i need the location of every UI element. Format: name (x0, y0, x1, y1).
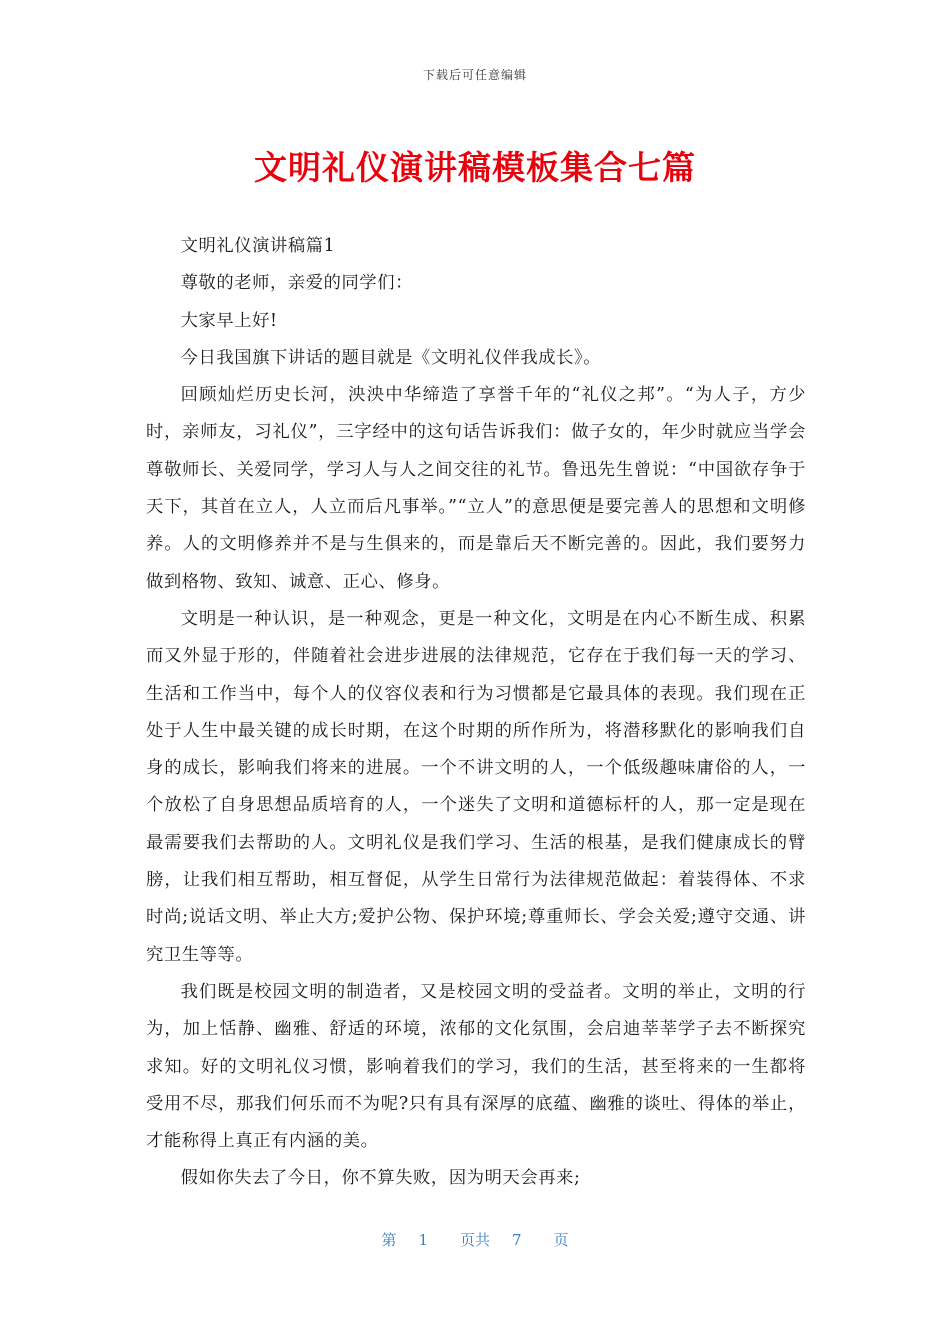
salutation: 尊敬的老师，亲爱的同学们： (180, 273, 414, 294)
section-heading: 文明礼仪演讲稿篇1 (180, 236, 336, 256)
total-pages-number: 7 (512, 1231, 522, 1249)
body-paragraph: 假如你失去了今日，你不算失败，因为明天会再来; (180, 1168, 581, 1189)
current-page-number: 1 (418, 1231, 428, 1249)
document-title: 文明礼仪演讲稿模板集合七篇 (254, 148, 696, 187)
body-paragraph: 我们既是校园文明的制造者，又是校园文明的受益者。文明的举止，文明的行为，加上恬静、幽雅、舒适的环境，浓郁的文化氛围，会启迪莘莘学子去不断探究求知。好的文明礼仪习惯，影响着我们的学习，我们的生活，甚至将来的一生都将受用不尽，那我们何乐而不为呢?只有具有深厚的底蕴、幽雅的谈吐、得体的举止，才能称得上真正有内涵的美。 (146, 981, 806, 1152)
footer-prefix: 第 (381, 1231, 397, 1249)
speech-topic: 今日我国旗下讲话的题目就是《文明礼仪伴我成长》。 (180, 347, 602, 368)
page-footer (0, 1229, 950, 1250)
greeting: 大家早上好! (180, 310, 278, 331)
footer-suffix: 页 (553, 1231, 569, 1249)
document-body (146, 228, 806, 1198)
body-paragraph: 文明是一种认识，是一种观念，更是一种文化，文明是在内心不断生成、积累而又外显于形的，伴随着社会进步进展的法律规范，它存在于我们每一天的学习、生活和工作当中，每个人的仪容仪表和行为习惯都是它最具体的表现。我们现在正处于人生中最关键的成长时期，在这个时期的所作所为，将潜移默化的影响我们自身的成长，影响我们将来的进展。一个不讲文明的人，一个低级趣味庸俗的人，一个放松了自身思想品质培育的人，一个迷失了文明和道德标杆的人，那一定是现在最需要我们去帮助的人。文明礼仪是我们学习、生活的根基，是我们健康成长的臂膀，让我们相互帮助，相互督促，从学生日常行为法律规范做起：着装得体、不求时尚;说话文明、举止大方;爱护公物、保护环境;尊重师长、学会关爱;遵守交通、讲究卫生等等。 (146, 608, 806, 965)
page-header-note: 下载后可任意编辑 (422, 68, 527, 82)
footer-middle: 页共 (459, 1231, 490, 1249)
body-paragraph: 回顾灿烂历史长河，泱泱中华缔造了享誉千年的“礼仪之邦”。“为人子，方少时，亲师友，习礼仪”，三字经中的这句话告诉我们：做子女的，年少时就应当学会尊敬师长、关爱同学，学习人与人之间交往的礼节。鲁迅先生曾说：“中国欲存争于天下，其首在立人，人立而后凡事举。”“立人”的意思便是要完善人的思想和文明修养。人的文明修养并不是与生俱来的，而是靠后天不断完善的。因此，我们要努力做到格物、致知、诚意、正心、修身。 (146, 385, 806, 592)
